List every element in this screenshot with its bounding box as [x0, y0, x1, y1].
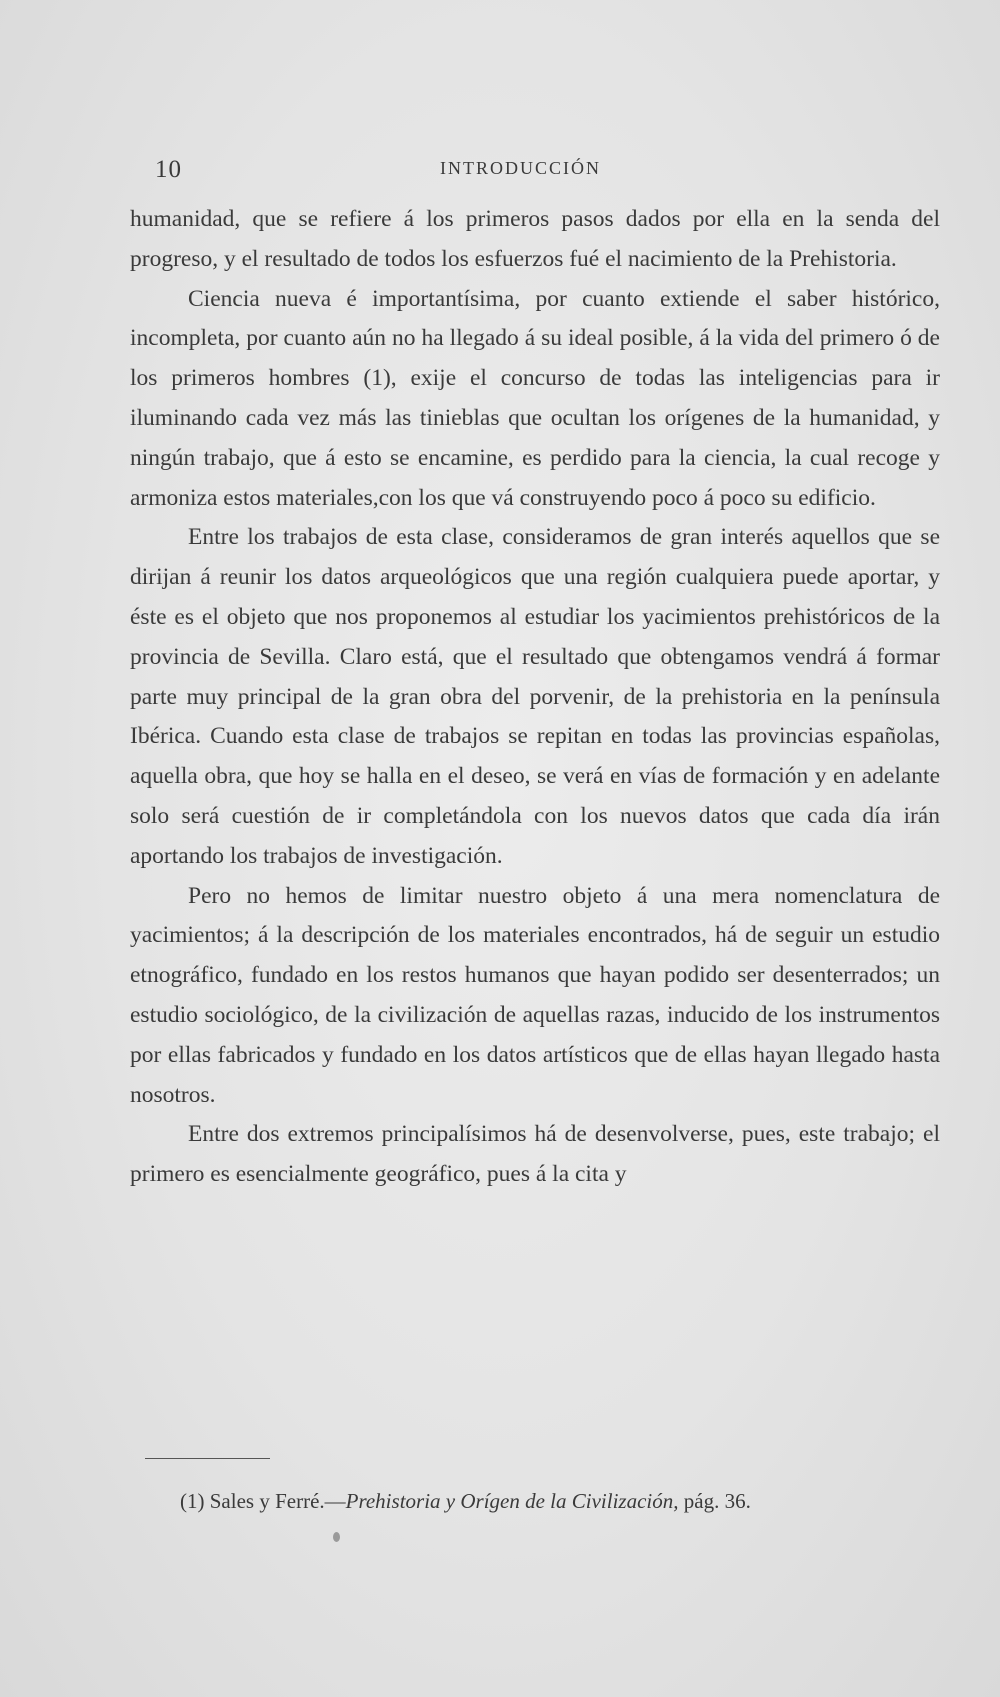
running-head: INTRODUCCIÓN: [440, 158, 601, 178]
footnote-page: pág. 36.: [678, 1489, 751, 1513]
footnote-title: Prehistoria y Orígen de la Civilización,: [345, 1489, 679, 1513]
ink-speck: [333, 1532, 340, 1542]
paragraph-1: humanidad, que se refiere á los primeros pasos dados por ella en la senda del progreso, y el resultado de todos los esfuerzos fué el nacimiento de la Prehistoria.: [130, 206, 940, 272]
paragraph-3: Entre los trabajos de esta clase, consideramos de gran interés aquellos que se dirijan á reunir los datos arqueológicos que una región cualquiera puede aportar, y éste es el objeto que nos proponemos al estudiar los yacimientos prehistóricos de la provincia de Sevilla. Claro está, que el resultado que obtengamos vendrá á formar parte muy principal de la gran obra del porvenir, de la prehistoria en la península Ibérica. Cuando esta clase de trabajos se repitan en todas las provincias españolas, aquella obra, que hoy se halla en el deseo, se verá en vías de formación y en adelante solo será cuestión de ir completándola con los nuevos datos que cada día irán aportando los trabajos de investigación.: [130, 524, 940, 869]
paragraph-4: Pero no hemos de limitar nuestro objeto á una mera nomenclatura de yacimientos; á la descripción de los materiales encontrados, há de seguir un estudio etnográfico, fundado en los restos humanos que hayan podido ser desenterrados; un estudio sociológico, de la civilización de aquellas razas, inducido de los instrumentos por ellas fabricados y fundado en los datos artísticos que de ellas hayan llegado hasta nosotros.: [130, 882, 940, 1108]
footnote: [130, 1486, 940, 1516]
paragraph-2: Ciencia nueva é importantísima, por cuanto extiende el saber histórico, incompleta, por cuanto aún no ha llegado á su ideal posible, á la vida del primero ó de los primeros hombres (1), exije el concurso de todas las inteligencias para ir iluminando cada vez más las tinieblas que ocultan los orígenes de la humanidad, y ningún trabajo, que á esto se encamine, es perdido para la ciencia, la cual recoge y armoniza estos materiales,con los que vá construyendo poco á poco su edificio.: [130, 285, 940, 511]
footnote-author: Sales y Ferré.—: [209, 1489, 346, 1513]
body-text: [130, 200, 940, 1195]
footnote-divider: [145, 1458, 270, 1459]
paragraph-5: Entre dos extremos principalísimos há de desenvolverse, pues, este trabajo; el primero es esencialmente geográfico, pues á la cita y: [130, 1121, 940, 1188]
page-number: 10: [155, 156, 182, 183]
footnote-marker: (1): [180, 1489, 205, 1513]
